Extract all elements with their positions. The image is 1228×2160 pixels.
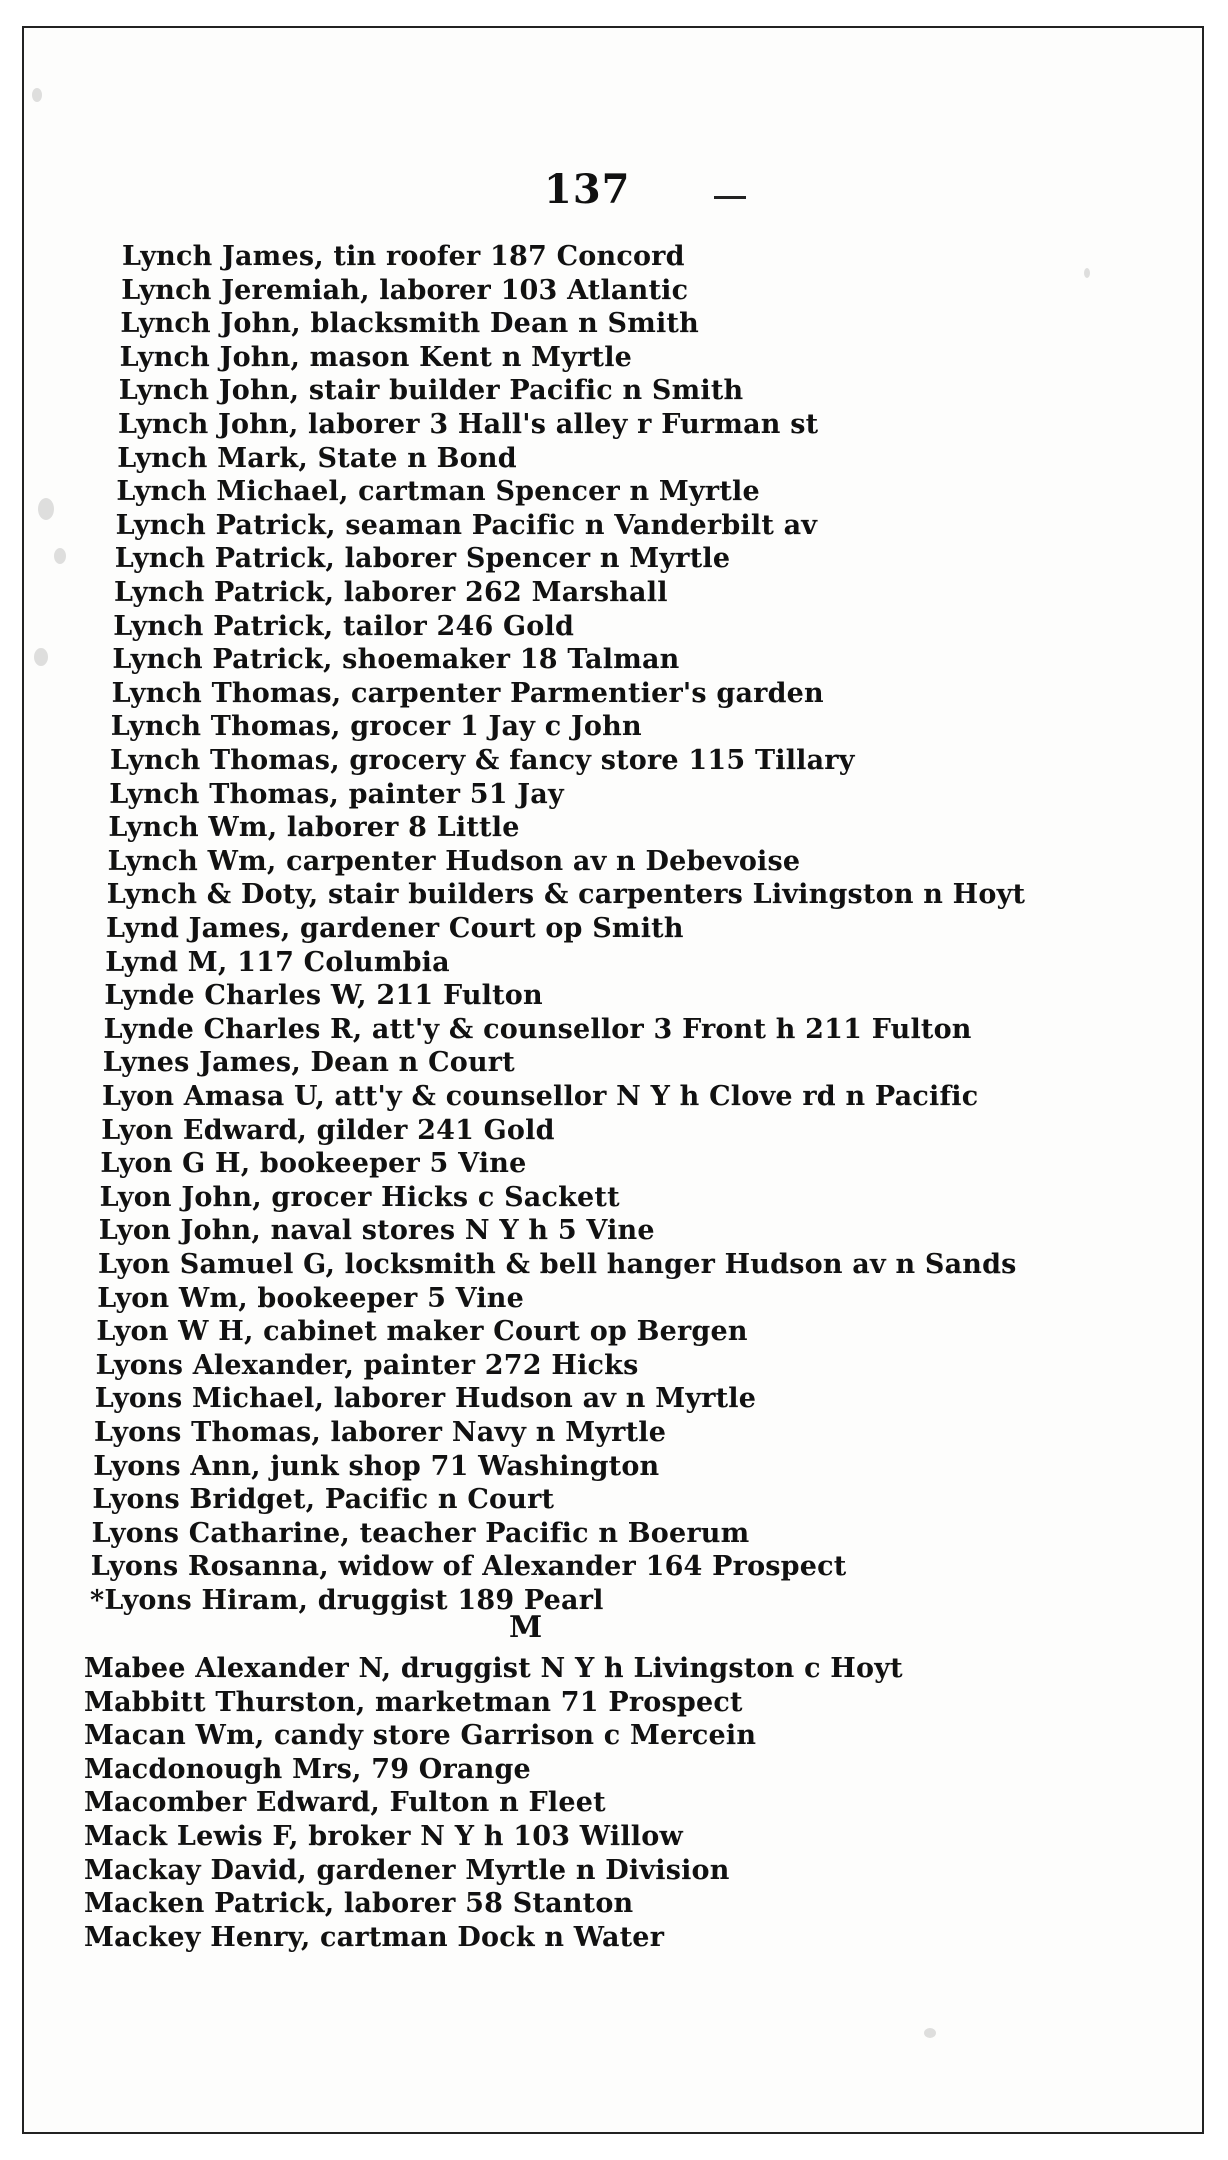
directory-entry: Mabee Alexander N, druggist N Y h Livingston c Hoyt (84, 1653, 903, 1684)
directory-entry: Lynch John, stair builder Pacific n Smith (118, 375, 744, 407)
directory-entry: *Lyons Hiram, druggist 189 Pearl (90, 1585, 604, 1616)
directory-entry: Lynch Wm, carpenter Hudson av n Debevoise (107, 845, 801, 877)
directory-entry: Lynch Wm, laborer 8 Little (108, 812, 520, 844)
directory-entry: Lynch Mark, State n Bond (117, 442, 517, 474)
directory-entry: Lynch Patrick, shoemaker 18 Talman (112, 644, 680, 676)
directory-entry: Mackey Henry, cartman Dock n Water (84, 1921, 665, 1953)
directory-entry: Macomber Edward, Fulton n Fleet (84, 1787, 606, 1819)
directory-entry: Lyon Samuel G, locksmith & bell hanger Hudson av n Sands (98, 1249, 1017, 1280)
directory-entry: Mack Lewis F, broker N Y h 103 Willow (84, 1821, 683, 1852)
directory-entry: Lyons Alexander, painter 272 Hicks (95, 1349, 639, 1381)
section-letter: M (509, 1610, 543, 1645)
directory-entry: Lyon John, grocer Hicks c Sackett (99, 1181, 620, 1213)
directory-entry: Lyons Ann, junk shop 71 Washington (93, 1450, 660, 1482)
directory-entry: Macdonough Mrs, 79 Orange (84, 1753, 531, 1785)
directory-entry: Lynch James, tin roofer 187 Concord (122, 241, 685, 272)
directory-entry: Lynch John, blacksmith Dean n Smith (120, 308, 699, 340)
directory-entry: Lyons Michael, laborer Hudson av n Myrtle (94, 1383, 757, 1415)
directory-entry: Macan Wm, candy store Garrison c Mercein (84, 1720, 757, 1752)
directory-entry: Lynd James, gardener Court op Smith (106, 913, 684, 944)
directory-entry: Lynch Thomas, painter 51 Jay (109, 778, 564, 810)
directory-entry: Lynde Charles R, att'y & counsellor 3 Front h 211 Fulton (103, 1013, 972, 1045)
directory-entry: Lynes James, Dean n Court (102, 1047, 515, 1079)
directory-entry: Lynch John, laborer 3 Hall's alley r Furman st (118, 409, 819, 440)
directory-entry: Lynch Thomas, grocery & fancy store 115 Tillary (110, 745, 855, 776)
directory-entry: Lyon G H, bookeeper 5 Vine (100, 1148, 527, 1180)
directory-entry: Lynch Patrick, laborer 262 Marshall (114, 577, 668, 608)
directory-entry: Lyon W H, cabinet maker Court op Bergen (96, 1316, 748, 1348)
directory-entries (24, 28, 1202, 2132)
directory-entry: Lynch Michael, cartman Spencer n Myrtle (116, 476, 760, 508)
directory-entry: Lynch Jeremiah, laborer 103 Atlantic (121, 274, 689, 306)
directory-entry: Lyons Thomas, laborer Navy n Myrtle (94, 1417, 667, 1448)
directory-entry: Lynch John, mason Kent n Myrtle (119, 341, 633, 373)
directory-entry: Macken Patrick, laborer 58 Stanton (84, 1888, 634, 1920)
directory-entry: Lynch Thomas, grocer 1 Jay c John (110, 711, 642, 743)
directory-entry: Lyon Amasa U, att'y & counsellor N Y h Clove rd n Pacific (102, 1081, 979, 1112)
directory-entry: Lynch Patrick, tailor 246 Gold (113, 610, 575, 642)
directory-entry: Lyons Rosanna, widow of Alexander 164 Prospect (90, 1551, 847, 1583)
directory-entry: Lyons Bridget, Pacific n Court (92, 1484, 555, 1516)
directory-entry: Lynch Patrick, laborer Spencer n Myrtle (114, 543, 731, 575)
directory-entry: Lynde Charles W, 211 Fulton (104, 980, 543, 1012)
directory-entry: Lyon John, naval stores N Y h 5 Vine (98, 1215, 655, 1247)
page-number: 137 (544, 166, 631, 213)
directory-entry: Lynch & Doty, stair builders & carpenters Livingston n Hoyt (106, 879, 1026, 911)
directory-entry: Lynd M, 117 Columbia (105, 946, 450, 978)
directory-entry: Mabbitt Thurston, marketman 71 Prospect (84, 1686, 743, 1718)
directory-page (22, 26, 1204, 2134)
directory-entry: Lynch Thomas, carpenter Parmentier's garden (111, 677, 824, 709)
directory-entry: Lyon Edward, gilder 241 Gold (101, 1114, 555, 1146)
directory-entry: Lyon Wm, bookeeper 5 Vine (97, 1282, 524, 1314)
directory-entry: Mackay David, gardener Myrtle n Division (84, 1854, 730, 1886)
directory-entry: Lynch Patrick, seaman Pacific n Vanderbilt av (115, 509, 818, 541)
directory-entry: Lyons Catharine, teacher Pacific n Boerum (91, 1517, 750, 1549)
